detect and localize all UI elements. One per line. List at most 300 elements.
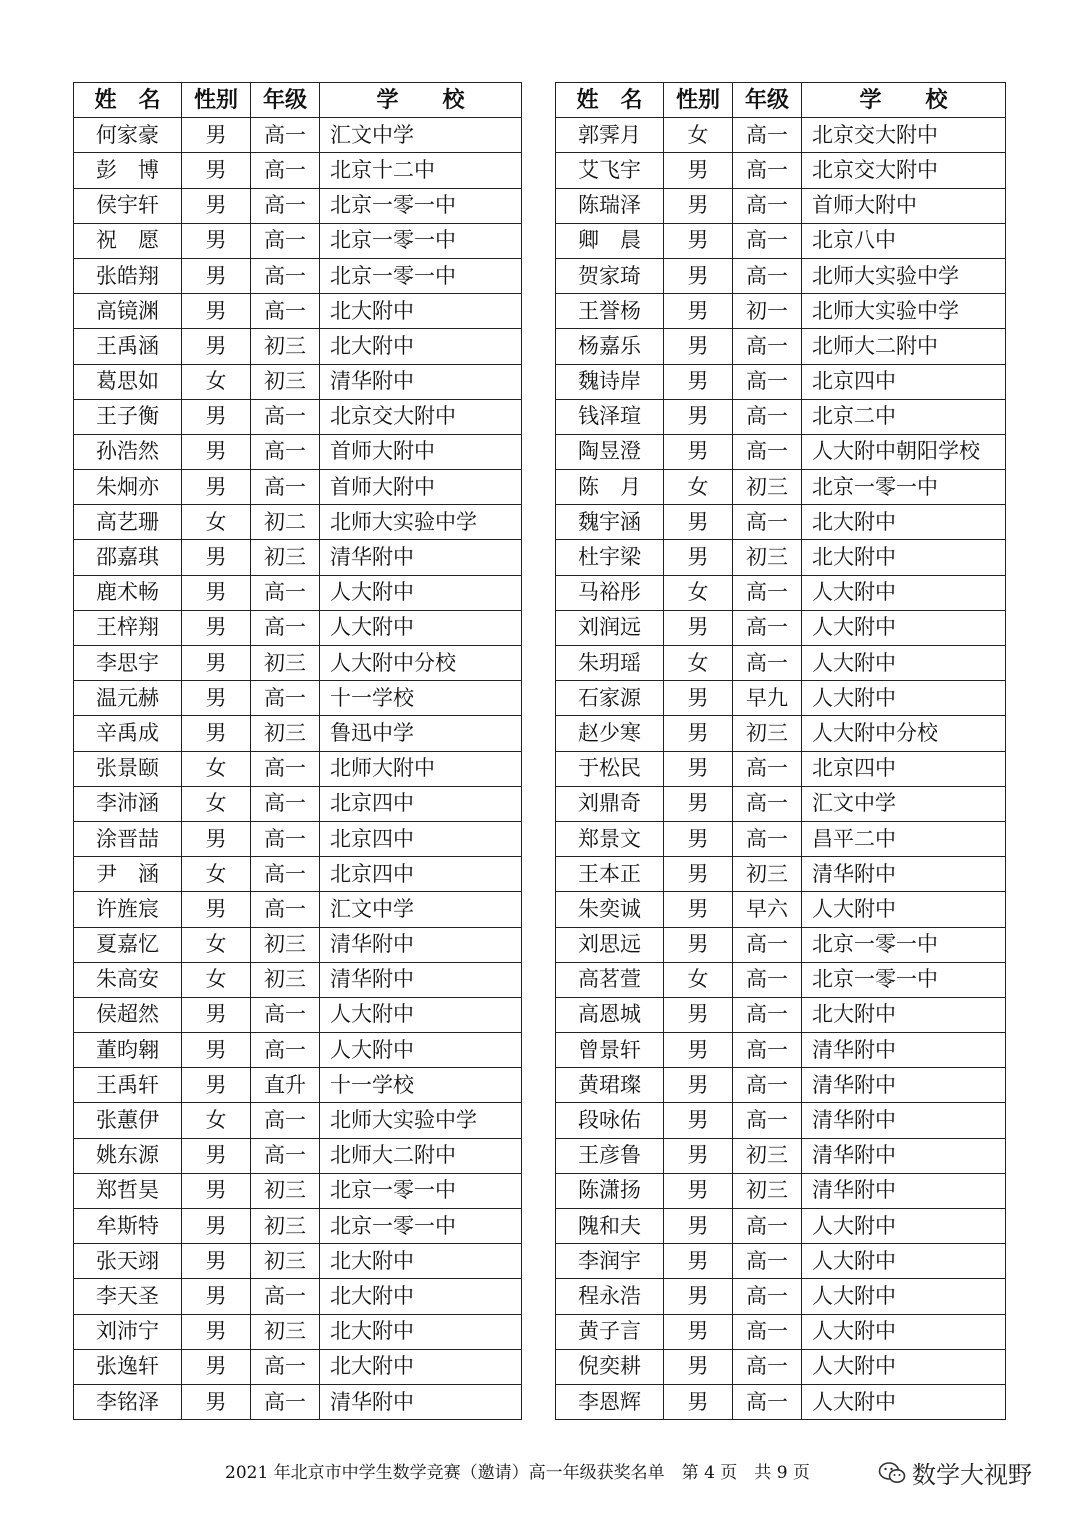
cell-school: 北京一零一中 bbox=[802, 470, 1006, 505]
header-gender: 性别 bbox=[182, 83, 251, 118]
cell-grade: 高一 bbox=[251, 751, 320, 786]
cell-grade: 初三 bbox=[251, 329, 320, 364]
cell-grade: 高一 bbox=[251, 470, 320, 505]
cell-gender: 男 bbox=[182, 118, 251, 153]
cell-school: 北京四中 bbox=[802, 751, 1006, 786]
cell-name: 张逸轩 bbox=[74, 1349, 182, 1384]
table-row bbox=[74, 434, 522, 469]
table-row bbox=[556, 505, 1006, 540]
cell-school: 清华附中 bbox=[802, 1103, 1006, 1138]
watermark-text: 数学大视野 bbox=[912, 1461, 1032, 1489]
table-row bbox=[556, 1209, 1006, 1244]
cell-school: 鲁迅中学 bbox=[320, 716, 522, 751]
cell-school: 北京一零一中 bbox=[320, 223, 522, 258]
cell-name: 郑哲昊 bbox=[74, 1173, 182, 1208]
table-row bbox=[556, 118, 1006, 153]
table-row bbox=[74, 153, 522, 188]
cell-name: 王誉杨 bbox=[556, 294, 664, 329]
cell-gender: 女 bbox=[664, 575, 733, 610]
cell-gender: 男 bbox=[182, 188, 251, 223]
cell-gender: 女 bbox=[182, 927, 251, 962]
cell-gender: 女 bbox=[182, 962, 251, 997]
cell-name: 郭霁月 bbox=[556, 118, 664, 153]
cell-gender: 男 bbox=[664, 1279, 733, 1314]
cell-name: 隗和夫 bbox=[556, 1209, 664, 1244]
cell-school: 人大附中 bbox=[802, 610, 1006, 645]
cell-name: 高茗萱 bbox=[556, 962, 664, 997]
cell-grade: 高一 bbox=[251, 223, 320, 258]
table-row bbox=[74, 399, 522, 434]
cell-grade: 高一 bbox=[733, 575, 802, 610]
cell-gender: 男 bbox=[664, 399, 733, 434]
cell-name: 李润宇 bbox=[556, 1244, 664, 1279]
cell-gender: 男 bbox=[182, 1384, 251, 1419]
cell-name: 朱高安 bbox=[74, 962, 182, 997]
table-row bbox=[556, 751, 1006, 786]
cell-school: 汇文中学 bbox=[320, 118, 522, 153]
table-row bbox=[556, 399, 1006, 434]
cell-grade: 高一 bbox=[733, 153, 802, 188]
cell-school: 首师大附中 bbox=[320, 470, 522, 505]
cell-grade: 高一 bbox=[251, 258, 320, 293]
header-school: 学 校 bbox=[802, 83, 1006, 118]
cell-school: 北师大二附中 bbox=[802, 329, 1006, 364]
cell-school: 人大附中 bbox=[802, 1314, 1006, 1349]
cell-gender: 男 bbox=[664, 610, 733, 645]
cell-grade: 高一 bbox=[733, 364, 802, 399]
cell-grade: 高一 bbox=[733, 1209, 802, 1244]
cell-name: 张皓翔 bbox=[74, 258, 182, 293]
table-row bbox=[556, 1279, 1006, 1314]
cell-grade: 初三 bbox=[251, 646, 320, 681]
cell-school: 人大附中 bbox=[802, 575, 1006, 610]
table-row bbox=[74, 1209, 522, 1244]
cell-name: 程永浩 bbox=[556, 1279, 664, 1314]
cell-school: 清华附中 bbox=[320, 364, 522, 399]
table-row bbox=[556, 962, 1006, 997]
cell-school: 昌平二中 bbox=[802, 821, 1006, 856]
cell-grade: 高一 bbox=[251, 1138, 320, 1173]
table-row bbox=[556, 1033, 1006, 1068]
table-row bbox=[74, 118, 522, 153]
cell-school: 北大附中 bbox=[802, 540, 1006, 575]
cell-name: 孙浩然 bbox=[74, 434, 182, 469]
table-row bbox=[74, 1349, 522, 1384]
cell-grade: 高一 bbox=[733, 329, 802, 364]
table-row bbox=[74, 329, 522, 364]
cell-grade: 高一 bbox=[251, 681, 320, 716]
cell-school: 十一学校 bbox=[320, 1068, 522, 1103]
cell-gender: 男 bbox=[664, 223, 733, 258]
cell-grade: 高一 bbox=[251, 892, 320, 927]
cell-school: 北大附中 bbox=[802, 505, 1006, 540]
cell-gender: 男 bbox=[664, 1349, 733, 1384]
cell-gender: 男 bbox=[664, 1384, 733, 1419]
cell-grade: 高一 bbox=[251, 821, 320, 856]
cell-name: 艾飞宇 bbox=[556, 153, 664, 188]
cell-school: 北京四中 bbox=[802, 364, 1006, 399]
cell-name: 张天翊 bbox=[74, 1244, 182, 1279]
cell-grade: 高一 bbox=[733, 1349, 802, 1384]
cell-grade: 高一 bbox=[251, 1033, 320, 1068]
cell-name: 高艺珊 bbox=[74, 505, 182, 540]
cell-name: 王禹轩 bbox=[74, 1068, 182, 1103]
cell-gender: 男 bbox=[664, 329, 733, 364]
table-row bbox=[74, 962, 522, 997]
cell-name: 朱玥瑶 bbox=[556, 646, 664, 681]
cell-gender: 男 bbox=[182, 575, 251, 610]
cell-grade: 初三 bbox=[251, 1244, 320, 1279]
cell-grade: 初三 bbox=[251, 540, 320, 575]
cell-gender: 男 bbox=[182, 470, 251, 505]
cell-school: 北大附中 bbox=[320, 1279, 522, 1314]
cell-gender: 女 bbox=[182, 505, 251, 540]
cell-grade: 初三 bbox=[251, 716, 320, 751]
awards-table-left bbox=[73, 82, 522, 1420]
cell-school: 北师大实验中学 bbox=[320, 1103, 522, 1138]
cell-school: 清华附中 bbox=[802, 1173, 1006, 1208]
cell-name: 尹 涵 bbox=[74, 857, 182, 892]
cell-gender: 男 bbox=[664, 1103, 733, 1138]
cell-gender: 男 bbox=[664, 1138, 733, 1173]
table-row bbox=[556, 294, 1006, 329]
cell-grade: 高一 bbox=[733, 223, 802, 258]
cell-grade: 高一 bbox=[251, 610, 320, 645]
table-row bbox=[74, 1033, 522, 1068]
wechat-icon bbox=[878, 1461, 906, 1485]
table-row bbox=[556, 1068, 1006, 1103]
table-row bbox=[74, 1173, 522, 1208]
cell-school: 清华附中 bbox=[802, 1033, 1006, 1068]
cell-name: 陈 月 bbox=[556, 470, 664, 505]
table-row bbox=[556, 364, 1006, 399]
cell-grade: 高一 bbox=[251, 997, 320, 1032]
cell-grade: 高一 bbox=[733, 927, 802, 962]
cell-school: 人大附中 bbox=[802, 892, 1006, 927]
cell-school: 北大附中 bbox=[320, 1314, 522, 1349]
cell-grade: 高一 bbox=[251, 1279, 320, 1314]
cell-name: 贺家琦 bbox=[556, 258, 664, 293]
table-row bbox=[74, 751, 522, 786]
cell-grade: 初三 bbox=[733, 470, 802, 505]
cell-grade: 高一 bbox=[733, 1103, 802, 1138]
table-row bbox=[74, 188, 522, 223]
cell-gender: 男 bbox=[182, 1209, 251, 1244]
cell-grade: 高一 bbox=[251, 434, 320, 469]
cell-name: 魏宇涵 bbox=[556, 505, 664, 540]
cell-gender: 男 bbox=[664, 153, 733, 188]
cell-gender: 男 bbox=[182, 399, 251, 434]
table-row bbox=[74, 1279, 522, 1314]
cell-grade: 初三 bbox=[251, 1314, 320, 1349]
cell-gender: 男 bbox=[664, 892, 733, 927]
cell-name: 杨嘉乐 bbox=[556, 329, 664, 364]
cell-name: 王彦鲁 bbox=[556, 1138, 664, 1173]
cell-gender: 男 bbox=[664, 1068, 733, 1103]
cell-name: 段咏佑 bbox=[556, 1103, 664, 1138]
table-row bbox=[556, 927, 1006, 962]
cell-name: 刘思远 bbox=[556, 927, 664, 962]
table-row bbox=[556, 540, 1006, 575]
cell-grade: 高一 bbox=[733, 505, 802, 540]
table-row bbox=[556, 1138, 1006, 1173]
cell-school: 人大附中 bbox=[320, 575, 522, 610]
cell-gender: 男 bbox=[182, 258, 251, 293]
header-name: 姓 名 bbox=[74, 83, 182, 118]
cell-name: 涂晋喆 bbox=[74, 821, 182, 856]
cell-school: 人大附中 bbox=[802, 646, 1006, 681]
cell-name: 侯超然 bbox=[74, 997, 182, 1032]
cell-gender: 男 bbox=[182, 997, 251, 1032]
table-row bbox=[74, 786, 522, 821]
cell-school: 十一学校 bbox=[320, 681, 522, 716]
cell-name: 葛思如 bbox=[74, 364, 182, 399]
cell-grade: 高一 bbox=[733, 646, 802, 681]
cell-gender: 男 bbox=[182, 821, 251, 856]
cell-school: 清华附中 bbox=[320, 540, 522, 575]
cell-gender: 男 bbox=[664, 997, 733, 1032]
cell-school: 汇文中学 bbox=[802, 786, 1006, 821]
cell-school: 人大附中 bbox=[320, 997, 522, 1032]
table-row bbox=[74, 1244, 522, 1279]
table-row bbox=[74, 1138, 522, 1173]
cell-school: 北大附中 bbox=[802, 997, 1006, 1032]
cell-name: 辛禹成 bbox=[74, 716, 182, 751]
table-row bbox=[74, 857, 522, 892]
table-row bbox=[74, 223, 522, 258]
table-row bbox=[556, 1314, 1006, 1349]
table-row bbox=[556, 892, 1006, 927]
cell-gender: 男 bbox=[182, 1033, 251, 1068]
cell-name: 李思宇 bbox=[74, 646, 182, 681]
table-row bbox=[74, 575, 522, 610]
cell-school: 北大附中 bbox=[320, 294, 522, 329]
cell-school: 北京十二中 bbox=[320, 153, 522, 188]
table-row bbox=[74, 821, 522, 856]
cell-grade: 高一 bbox=[251, 857, 320, 892]
cell-grade: 初一 bbox=[733, 294, 802, 329]
cell-grade: 初三 bbox=[733, 540, 802, 575]
cell-grade: 高一 bbox=[251, 399, 320, 434]
cell-name: 高镜渊 bbox=[74, 294, 182, 329]
cell-school: 人大附中 bbox=[802, 1279, 1006, 1314]
cell-school: 清华附中 bbox=[802, 857, 1006, 892]
cell-name: 赵少寒 bbox=[556, 716, 664, 751]
cell-school: 首师大附中 bbox=[320, 434, 522, 469]
cell-school: 北京四中 bbox=[320, 786, 522, 821]
cell-school: 清华附中 bbox=[802, 1068, 1006, 1103]
cell-name: 张景颐 bbox=[74, 751, 182, 786]
cell-name: 郑景文 bbox=[556, 821, 664, 856]
cell-name: 刘润远 bbox=[556, 610, 664, 645]
cell-gender: 女 bbox=[182, 751, 251, 786]
cell-grade: 高一 bbox=[733, 1033, 802, 1068]
cell-grade: 高一 bbox=[733, 786, 802, 821]
cell-gender: 男 bbox=[664, 751, 733, 786]
cell-grade: 初三 bbox=[251, 364, 320, 399]
cell-grade: 高一 bbox=[733, 1314, 802, 1349]
cell-school: 人大附中朝阳学校 bbox=[802, 434, 1006, 469]
cell-school: 北京交大附中 bbox=[802, 118, 1006, 153]
table-row bbox=[556, 716, 1006, 751]
cell-gender: 男 bbox=[664, 505, 733, 540]
cell-name: 倪奕耕 bbox=[556, 1349, 664, 1384]
cell-gender: 男 bbox=[182, 716, 251, 751]
cell-grade: 初三 bbox=[733, 716, 802, 751]
table-row bbox=[556, 1349, 1006, 1384]
table-row bbox=[556, 258, 1006, 293]
cell-name: 王本正 bbox=[556, 857, 664, 892]
cell-gender: 男 bbox=[182, 681, 251, 716]
cell-school: 北京二中 bbox=[802, 399, 1006, 434]
header-name: 姓 名 bbox=[556, 83, 664, 118]
cell-school: 北大附中 bbox=[320, 329, 522, 364]
cell-gender: 男 bbox=[664, 188, 733, 223]
cell-school: 北京八中 bbox=[802, 223, 1006, 258]
cell-school: 汇文中学 bbox=[320, 892, 522, 927]
cell-gender: 男 bbox=[664, 364, 733, 399]
table-row bbox=[556, 997, 1006, 1032]
cell-gender: 女 bbox=[182, 786, 251, 821]
table-row bbox=[74, 540, 522, 575]
cell-school: 清华附中 bbox=[802, 1138, 1006, 1173]
cell-school: 人大附中 bbox=[320, 610, 522, 645]
cell-gender: 男 bbox=[182, 294, 251, 329]
cell-grade: 高一 bbox=[733, 188, 802, 223]
cell-school: 北京四中 bbox=[320, 821, 522, 856]
cell-gender: 男 bbox=[664, 857, 733, 892]
cell-name: 卿 晨 bbox=[556, 223, 664, 258]
cell-gender: 男 bbox=[182, 1068, 251, 1103]
cell-grade: 高一 bbox=[733, 399, 802, 434]
cell-gender: 男 bbox=[182, 540, 251, 575]
cell-gender: 女 bbox=[664, 962, 733, 997]
cell-gender: 男 bbox=[664, 716, 733, 751]
cell-grade: 高一 bbox=[251, 153, 320, 188]
table-row bbox=[74, 1103, 522, 1138]
cell-name: 高恩城 bbox=[556, 997, 664, 1032]
cell-name: 刘沛宁 bbox=[74, 1314, 182, 1349]
cell-grade: 高一 bbox=[733, 962, 802, 997]
cell-name: 陈潇扬 bbox=[556, 1173, 664, 1208]
cell-grade: 高一 bbox=[733, 118, 802, 153]
cell-name: 李恩辉 bbox=[556, 1384, 664, 1419]
cell-gender: 女 bbox=[182, 364, 251, 399]
table-row bbox=[74, 716, 522, 751]
cell-school: 首师大附中 bbox=[802, 188, 1006, 223]
cell-school: 人大附中 bbox=[802, 1349, 1006, 1384]
cell-gender: 男 bbox=[182, 1244, 251, 1279]
cell-gender: 女 bbox=[664, 646, 733, 681]
cell-school: 清华附中 bbox=[320, 1384, 522, 1419]
cell-gender: 男 bbox=[664, 1244, 733, 1279]
cell-grade: 初三 bbox=[251, 1209, 320, 1244]
cell-school: 北京四中 bbox=[320, 857, 522, 892]
cell-school: 北师大实验中学 bbox=[320, 505, 522, 540]
table-row bbox=[74, 258, 522, 293]
cell-school: 北大附中 bbox=[320, 1349, 522, 1384]
cell-grade: 高一 bbox=[251, 1103, 320, 1138]
header-grade: 年级 bbox=[733, 83, 802, 118]
cell-school: 北京交大附中 bbox=[802, 153, 1006, 188]
cell-gender: 男 bbox=[182, 1349, 251, 1384]
cell-name: 黄珺璨 bbox=[556, 1068, 664, 1103]
cell-school: 清华附中 bbox=[320, 962, 522, 997]
table-row bbox=[556, 1244, 1006, 1279]
cell-gender: 男 bbox=[664, 786, 733, 821]
cell-school: 北京一零一中 bbox=[320, 1173, 522, 1208]
table-row bbox=[556, 188, 1006, 223]
cell-gender: 男 bbox=[664, 1033, 733, 1068]
cell-name: 刘鼎奇 bbox=[556, 786, 664, 821]
cell-name: 许旌宸 bbox=[74, 892, 182, 927]
table-row bbox=[556, 434, 1006, 469]
cell-grade: 高一 bbox=[251, 118, 320, 153]
header-school: 学 校 bbox=[320, 83, 522, 118]
table-row bbox=[556, 786, 1006, 821]
watermark bbox=[878, 1455, 1032, 1490]
cell-gender: 女 bbox=[664, 470, 733, 505]
cell-name: 王禹涵 bbox=[74, 329, 182, 364]
cell-grade: 早九 bbox=[733, 681, 802, 716]
cell-grade: 高一 bbox=[733, 1384, 802, 1419]
cell-grade: 高一 bbox=[251, 1349, 320, 1384]
cell-grade: 高一 bbox=[251, 294, 320, 329]
table-row bbox=[74, 892, 522, 927]
table-row bbox=[74, 364, 522, 399]
cell-school: 北大附中 bbox=[320, 1244, 522, 1279]
header-gender: 性别 bbox=[664, 83, 733, 118]
cell-name: 陶昱澄 bbox=[556, 434, 664, 469]
cell-grade: 初三 bbox=[733, 857, 802, 892]
cell-gender: 男 bbox=[182, 329, 251, 364]
cell-gender: 男 bbox=[182, 1138, 251, 1173]
cell-school: 人大附中 bbox=[802, 1244, 1006, 1279]
table-row bbox=[74, 505, 522, 540]
cell-gender: 男 bbox=[664, 434, 733, 469]
cell-school: 北京交大附中 bbox=[320, 399, 522, 434]
cell-name: 张蕙伊 bbox=[74, 1103, 182, 1138]
cell-grade: 高一 bbox=[733, 1068, 802, 1103]
cell-school: 人大附中分校 bbox=[320, 646, 522, 681]
table-row bbox=[556, 223, 1006, 258]
table-row bbox=[556, 1103, 1006, 1138]
cell-grade: 高一 bbox=[251, 188, 320, 223]
cell-name: 董昀翱 bbox=[74, 1033, 182, 1068]
table-row bbox=[74, 1314, 522, 1349]
cell-school: 北师大实验中学 bbox=[802, 258, 1006, 293]
cell-grade: 高一 bbox=[251, 575, 320, 610]
cell-grade: 高一 bbox=[733, 751, 802, 786]
cell-school: 北京一零一中 bbox=[320, 1209, 522, 1244]
cell-gender: 男 bbox=[182, 1279, 251, 1314]
cell-name: 朱奕诚 bbox=[556, 892, 664, 927]
cell-gender: 男 bbox=[182, 153, 251, 188]
cell-gender: 女 bbox=[664, 118, 733, 153]
cell-gender: 女 bbox=[182, 1103, 251, 1138]
table-row bbox=[74, 927, 522, 962]
table-row bbox=[556, 470, 1006, 505]
cell-grade: 初三 bbox=[251, 1173, 320, 1208]
cell-name: 温元赫 bbox=[74, 681, 182, 716]
cell-name: 何家豪 bbox=[74, 118, 182, 153]
table-header-row bbox=[74, 83, 522, 118]
table-row bbox=[74, 1068, 522, 1103]
cell-school: 北师大二附中 bbox=[320, 1138, 522, 1173]
table-row bbox=[74, 646, 522, 681]
cell-name: 钱泽瑄 bbox=[556, 399, 664, 434]
table-row bbox=[556, 329, 1006, 364]
